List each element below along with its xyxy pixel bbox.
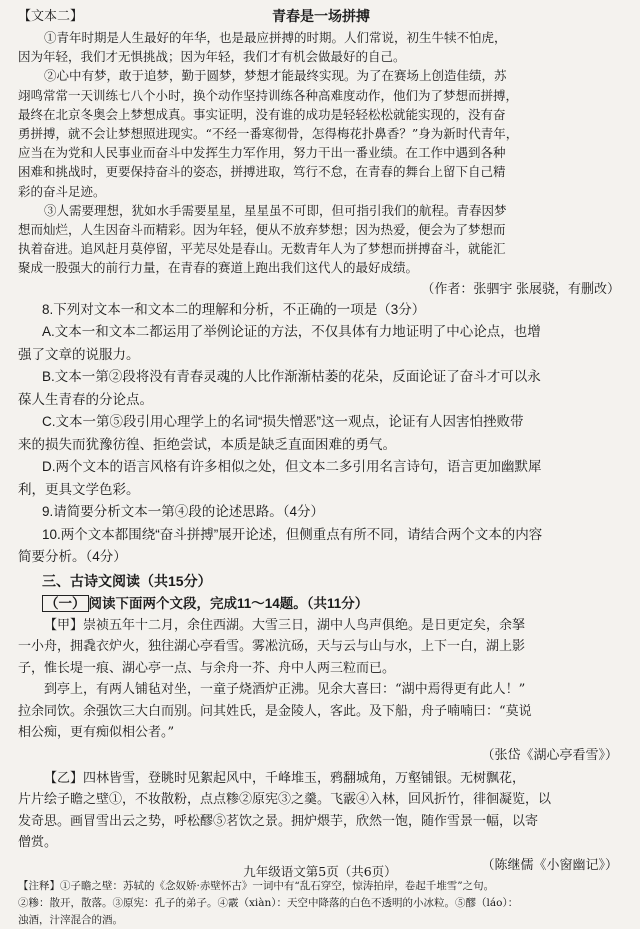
text2-line: 聚成一股强大的前行力量，在青春的赛道上跑出我们这代人的最好成绩。	[18, 260, 419, 276]
option-d: D.两个文本的语言风格有许多相似之处，但文本二多引用名言诗句，语言更加幽默犀	[42, 459, 542, 475]
annotation-line: 【注释】①子瞻之壁：苏轼的《念奴娇·赤壁怀古》一词中有“乱石穿空，惊涛拍岸，卷起千堆雪”之句。	[18, 879, 495, 892]
page-footer: 九年级语文第5页（共6页）	[243, 864, 397, 879]
text2-line: ②心中有梦，敢于追梦，勤于圆梦，梦想才能最终实现。为了在赛场上创造佳绩，苏	[44, 68, 507, 84]
question-8: 8.下列对文本一和文本二的理解和分析，不正确的一项是（3分）	[42, 301, 426, 317]
jia-line: 相公痴，更有痴似相公者。”	[18, 725, 175, 741]
text2-line: 彩的奋斗足迹。	[18, 183, 106, 199]
option-c-cont: 来的损失而犹豫彷徨、拒绝尝试，本质是缺乏直面困难的勇气。	[18, 436, 396, 452]
text2-line: 勇拼搏，就不会让梦想照进现实。“不经一番寒彻骨，怎得梅花扑鼻香？”身为新时代青年，	[18, 126, 519, 142]
option-b-cont: 葆人生青春的分论点。	[18, 391, 153, 407]
text2-line: 翊鸣常常一天训练七八个小时，换个动作坚持训练各种高难度动作，他们为了梦想而拼搏，	[18, 87, 519, 103]
section-1-title	[18, 593, 624, 615]
section-1-number: （一）	[42, 595, 89, 612]
article-author: （作者：张驷宇 张展骁，有删改）	[421, 280, 620, 296]
text2-line: 想而灿烂，人生因奋斗而精彩。因为年轻，便从不放弃梦想；因为热爱，便会为了梦想而	[18, 222, 506, 238]
option-a: A.文本一和文本二都运用了举例论证的方法，不仅具体有力地证明了中心论点，也增	[42, 324, 541, 340]
jia-line: 到亭上，有两人铺毡对坐，一童子烧酒炉正沸。见余大喜曰：“湖中焉得更有此人！”	[44, 682, 526, 698]
text2-line: ③人需要理想，犹如水手需要星星，星星虽不可即，但可指引我们的航程。青春因梦	[44, 202, 507, 218]
option-c: C.文本一第⑤段引用心理学上的名词“损失憎恶”这一观点，论证有人因害怕挫败带	[42, 414, 524, 430]
question-10-cont: 简要分析。（4分）	[18, 549, 127, 565]
jia-line: 一小舟，拥毳衣炉火，独往湖心亭看雪。雾凇沆砀，天与云与山与水，上下一白，湖上影	[18, 639, 526, 655]
yi-line: 片片绘子瞻之壁①，不妆散粉，点点糁②原宪③之羹。飞霰④入林，回风折竹，徘徊凝览，以	[18, 792, 552, 808]
question-10: 10.两个文本都围绕“奋斗拼搏”展开论述，但侧重点有所不同，请结合两个文本的内容	[42, 526, 543, 542]
option-b: B.文本一第②段将没有青春灵魂的人比作渐渐枯萎的花朵，反面论证了奋斗才可以永	[42, 369, 541, 385]
text2-line: 最终在北京冬奥会上梦想成真。事实证明，没有谁的成功是轻轻松松就能实现的，没有奋	[18, 106, 506, 122]
jia-line: 【甲】崇祯五年十二月，余住西湖。大雪三日，湖中人鸟声俱绝。是日更定矣，余拏	[44, 617, 526, 633]
option-d-cont: 利，更具文学色彩。	[18, 481, 140, 497]
text2-line: 因为年轻，我们才无惧挑战；因为年轻，我们才有机会做最好的自己。	[18, 49, 406, 65]
jia-line: 拉余同饮。余强饮三大白而别。问其姓氏，是金陵人，客此。及下船，舟子喃喃曰：“莫说	[18, 703, 532, 719]
text2-line: 应当在为党和人民事业而奋斗中发挥生力军作用，努力干出一番业绩。在工作中遇到各种	[18, 145, 506, 161]
annotation-line: ②糁：散开，散落。③原宪：孔子的弟子。④霰（xiàn）：天空中降落的白色不透明的小冰粒。⑤醪（láo）：	[18, 896, 519, 909]
yi-source: （陈继儒《小窗幽记》）	[481, 857, 618, 873]
text2-line: 执着奋进。追风赶月莫停留，平芜尽处是春山。无数青年人为了梦想而拼搏奋斗，就能汇	[18, 241, 506, 257]
jia-source: （张岱《湖心亭看雪》）	[481, 747, 618, 763]
annotation-line: 浊酒，汁滓混合的酒。	[18, 913, 123, 926]
jia-line: 子，惟长堤一痕、湖心亭一点、与余舟一芥、舟中人两三粒而已。	[18, 660, 396, 676]
option-a-cont: 强了文章的说服力。	[18, 346, 140, 362]
yi-line: 【乙】四林皆雪，登眺时见絮起风中，千峰堆玉，鸦翻城角，万壑铺银。无树飘花，	[44, 770, 526, 786]
section-1-instruction: 阅读下面两个文段，完成11～14题。（共11分）	[88, 595, 369, 611]
part3-title: 三、古诗文阅读（共15分）	[42, 572, 212, 589]
text2-line: ①青年时期是人生最好的年华，也是最应拼搏的时期。人们常说，初生牛犊不怕虎，	[44, 30, 507, 45]
article-title: 青春是一场拼搏	[272, 9, 370, 25]
question-9: 9.请简要分析文本一第④段的论述思路。（4分）	[42, 504, 325, 520]
yi-line: 发奇思。画冒雪出云之势，呼松醪⑤茗饮之景。拥炉煨芋，欣然一饱，随作雪景一幅，以寄	[18, 813, 539, 829]
text2-tag: 【文本二】	[18, 9, 84, 24]
yi-line: 僧赏。	[18, 835, 58, 851]
text2-line: 困难和挑战时，更要保持奋斗的姿态，拼搏进取，笃行不怠，在青春的舞台上留下自己精	[18, 164, 506, 180]
